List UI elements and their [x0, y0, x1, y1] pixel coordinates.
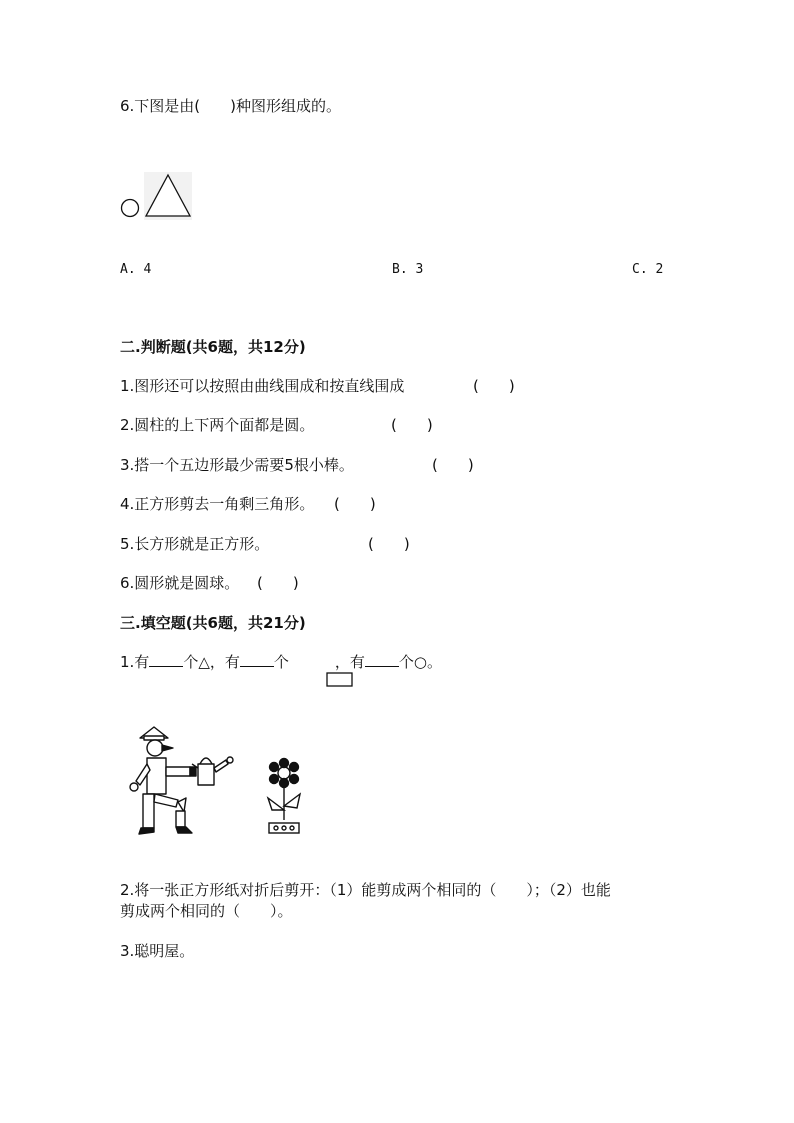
judge-item-6: 6.圆形就是圆球。 [120, 574, 240, 592]
fill-question-2-line-1: 2.将一张正方形纸对折后剪开：（1）能剪成两个相同的（ ）；（2）也能 [120, 881, 611, 899]
judge-answer-5[interactable]: ( ) [368, 535, 410, 553]
judge-item-3: 3.搭一个五边形最少需要5根小棒。 [120, 456, 354, 474]
fill-question-1 [120, 652, 442, 672]
circle-shape [122, 200, 139, 217]
shapes-figure [118, 170, 198, 222]
fill-q1-part2: 个 [273, 653, 289, 671]
fill-blank-circles[interactable] [365, 652, 399, 667]
judge-item-1: 1.图形还可以按照由曲线围成和按直线围成 [120, 377, 405, 395]
fill-blank-rectangles[interactable] [240, 652, 274, 667]
section-2-title: 二.判断题(共6题，共12分) [120, 338, 306, 356]
section-3-title: 三.填空题(共6题，共21分) [120, 614, 306, 632]
fill-q1-part3: ，有 [334, 653, 365, 671]
fill-q1-part4: 个○。 [398, 653, 442, 671]
judge-item-4: 4.正方形剪去一角剩三角形。 [120, 495, 315, 513]
fill-q1-part1: 个△，有 [183, 653, 240, 671]
figure-gardener-and-flower [126, 724, 316, 840]
fill-question-2-line-2: 剪成两个相同的（ ）。 [120, 902, 293, 920]
judge-answer-2[interactable]: ( ) [391, 416, 433, 434]
question-6-text: 6.下图是由( )种图形组成的。 [120, 97, 342, 115]
fill-blank-triangles[interactable] [149, 652, 183, 667]
fill-q1-prefix: 1.有 [120, 653, 150, 671]
fill-question-3: 3.聪明屋。 [120, 942, 195, 960]
judge-item-5: 5.长方形就是正方形。 [120, 535, 270, 553]
judge-answer-4[interactable]: ( ) [334, 495, 376, 513]
judge-item-2: 2.圆柱的上下两个面都是圆。 [120, 416, 315, 434]
judge-answer-3[interactable]: ( ) [432, 456, 474, 474]
option-c[interactable]: C. 2 [632, 262, 664, 277]
judge-answer-6[interactable]: ( ) [257, 574, 299, 592]
option-a[interactable]: A. 4 [120, 262, 152, 277]
option-b[interactable]: B. 3 [392, 262, 424, 277]
judge-answer-1[interactable]: ( ) [473, 377, 515, 395]
rectangle-symbol [326, 672, 354, 688]
